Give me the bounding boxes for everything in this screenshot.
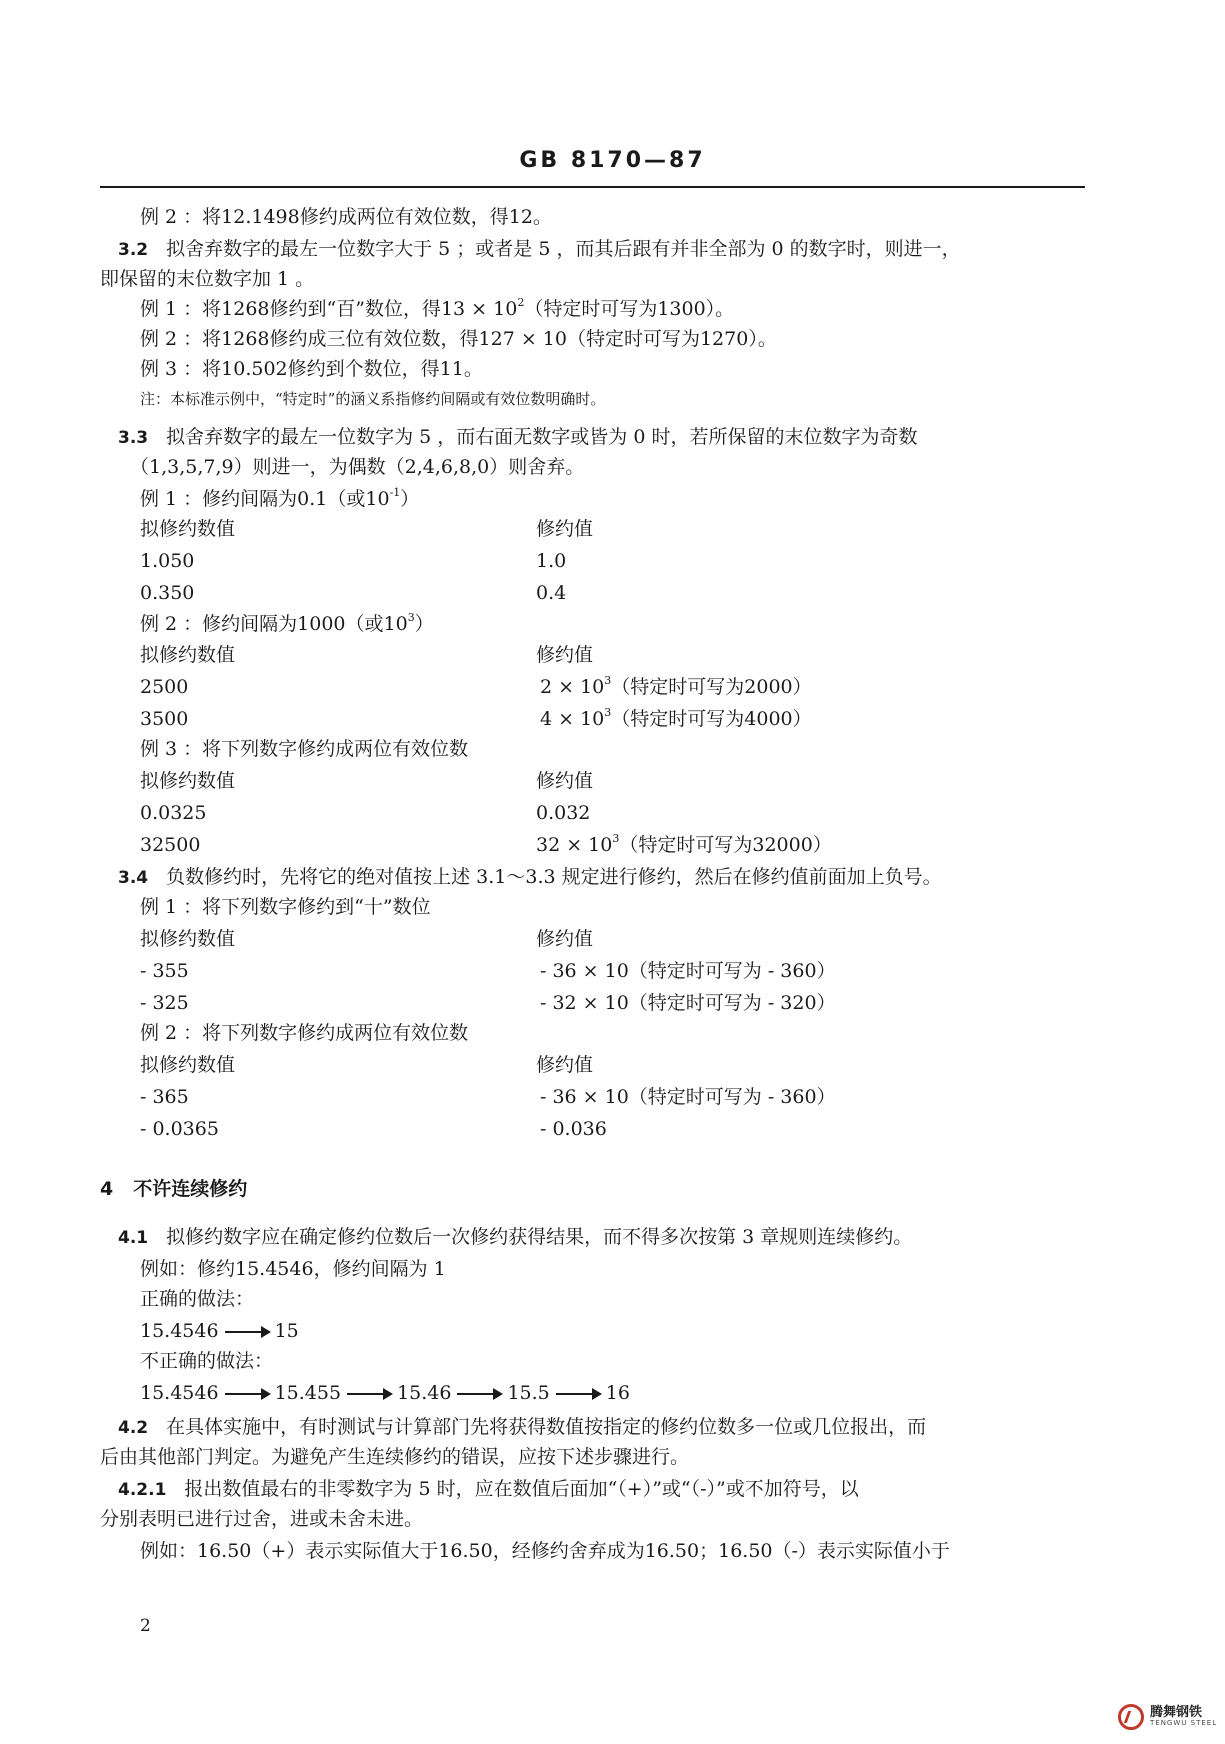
line: 拟修约数字应在确定修约位数后一次修约获得结果，而不得多次按第 3 章规则连续修约。 xyxy=(166,1226,913,1248)
logo-name: 腾舞钢铁 xyxy=(1150,1705,1203,1721)
table-row: - 0.0365 - 0.036 xyxy=(140,1118,607,1140)
paragraph-3-2 xyxy=(118,240,961,259)
incorrect-chain: 15.4546 15.455 15.46 15.5 16 xyxy=(140,1382,630,1404)
section-heading-4: 4 不许连续修约 xyxy=(100,1178,248,1200)
line: 正确的做法： xyxy=(140,1288,255,1310)
table-header: 拟修约数值 修约值 xyxy=(140,644,594,666)
table-row: 3500 $4 \times 10^3$（特定时可写为4000） xyxy=(140,705,812,730)
example-line: 例 2 ：修约间隔为1000（或$10^3$） xyxy=(140,610,434,635)
table-header: 拟修约数值 修约值 xyxy=(140,1054,594,1076)
logo-icon xyxy=(1118,1704,1144,1730)
line: （1,3,5,7,9）则进一，为偶数（2,4,6,8,0）则舍弃。 xyxy=(130,456,585,478)
line: 后由其他部门判定。为避免产生连续修约的错误，应按下述步骤进行。 xyxy=(100,1446,690,1468)
line: 负数修约时，先将它的绝对值按上述 3.1～3.3 规定进行修约，然后在修约值前面加上负号。 xyxy=(166,866,942,888)
table-row: 2500 $2 \times 10^3$（特定时可写为2000） xyxy=(140,673,812,698)
arrow-right-icon xyxy=(556,1393,600,1395)
example-line: 例 1 ：将1268修约到“百”数位，得$13 \times 10^2$（特定时可写为1300）。 xyxy=(140,295,735,320)
line: 例 3 ：将下列数字修约成两位有效位数 xyxy=(140,738,469,760)
table-header: 拟修约数值 修约值 xyxy=(140,770,594,792)
line: 分别表明已进行过舍，进或未舍未进。 xyxy=(100,1508,424,1530)
logo-subtitle: TENGWU STEEL xyxy=(1150,1719,1218,1728)
line: 即保留的末位数字加 1 。 xyxy=(100,268,315,290)
table-header: 拟修约数值 修约值 xyxy=(140,928,594,950)
header-rule xyxy=(100,186,1085,188)
arrow-right-icon xyxy=(225,1331,269,1333)
line: 例 2 ：将下列数字修约成两位有效位数 xyxy=(140,1022,469,1044)
table-row: 0.0325 0.032 xyxy=(140,802,591,824)
arrow-right-icon xyxy=(347,1393,391,1395)
table-row: - 365 - 36 × 10（特定时可写为 - 360） xyxy=(140,1086,836,1108)
paragraph-4-1 xyxy=(118,1228,912,1247)
arrow-right-icon xyxy=(225,1393,269,1395)
section-number: 4.2.1 xyxy=(118,1480,167,1500)
section-number: 3.4 xyxy=(118,868,149,888)
section-number: 4.2 xyxy=(118,1418,149,1438)
paragraph-3-3 xyxy=(118,428,917,447)
section-number: 4.1 xyxy=(118,1228,149,1248)
watermark-logo xyxy=(1118,1704,1217,1730)
paragraph-4-2 xyxy=(118,1418,926,1437)
line: 例 1 ：将下列数字修约到“十”数位 xyxy=(140,896,431,918)
standard-number: GB 8170—87 xyxy=(519,148,706,173)
line: 例如：16.50（+）表示实际值大于16.50，经修约舍弃成为16.50；16.50（-）表示实际值小于 xyxy=(140,1540,950,1562)
table-row: 1.050 1.0 xyxy=(140,550,567,572)
table-row: - 355 - 36 × 10（特定时可写为 - 360） xyxy=(140,960,836,982)
line: 例如：修约15.4546，修约间隔为 1 xyxy=(140,1258,446,1280)
paragraph-3-4 xyxy=(118,868,942,887)
line: 例 2 ：将12.1498修约成两位有效位数，得12。 xyxy=(140,206,552,228)
table-row: 32500 $32 \times 10^3$（特定时可写为32000） xyxy=(140,831,832,856)
page-number: 2 xyxy=(140,1616,151,1636)
correct-chain: 15.4546 15 xyxy=(140,1320,299,1342)
line: 报出数值最右的非零数字为 5 时，应在数值后面加“（+）”或“（-）”或不加符号，以 xyxy=(184,1478,859,1500)
line: 拟舍弃数字的最左一位数字为 5 ，而右面无数字或皆为 0 时，若所保留的末位数字为奇数 xyxy=(166,426,918,448)
table-row: 0.350 0.4 xyxy=(140,582,567,604)
table-row: - 325 - 32 × 10（特定时可写为 - 320） xyxy=(140,992,836,1014)
note: 注：本标准示例中，“特定时”的涵义系指修约间隔或有效位数明确时。 xyxy=(140,390,606,408)
arrow-right-icon xyxy=(457,1393,501,1395)
line: 例 2 ：将1268修约成三位有效位数，得127 × 10（特定时可写为1270）。 xyxy=(140,328,777,350)
line: 例 3 ：将10.502修约到个数位，得11。 xyxy=(140,358,483,380)
example-line: 例 1 ：修约间隔为0.1（或$10^{-1}$） xyxy=(140,485,420,510)
line: 不正确的做法： xyxy=(140,1350,274,1372)
line: 拟舍弃数字的最左一位数字大于 5 ；或者是 5 ，而其后跟有并非全部为 0 的数字时，则进一， xyxy=(166,238,961,260)
table-header: 拟修约数值 修约值 xyxy=(140,518,594,540)
section-number: 3.2 xyxy=(118,240,149,260)
line: 在具体实施中，有时测试与计算部门先将获得数值按指定的修约位数多一位或几位报出，而 xyxy=(166,1416,927,1438)
paragraph-4-2-1 xyxy=(118,1480,859,1499)
section-number: 3.3 xyxy=(118,428,149,448)
